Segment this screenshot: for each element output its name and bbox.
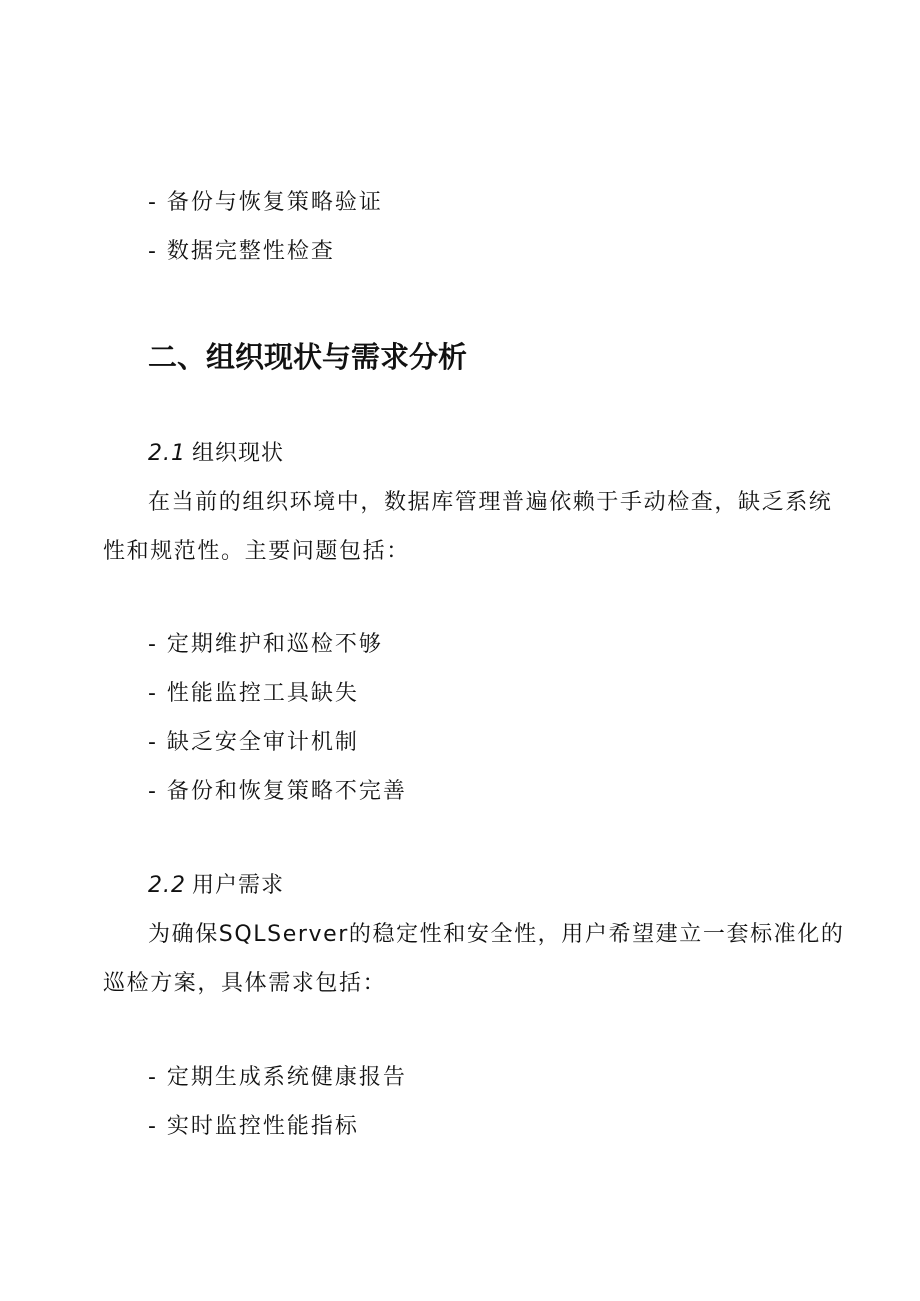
paragraph-line: 在当前的组织环境中，数据库管理普遍依赖于手动检查，缺乏系统 [148, 490, 833, 515]
list-item: - 实时监控性能指标 [148, 1114, 359, 1139]
list-item: - 缺乏安全审计机制 [148, 730, 359, 755]
paragraph-line: 性和规范性。主要问题包括： [103, 539, 410, 564]
list-item: - 备份和恢复策略不完善 [148, 779, 407, 804]
subsection-title: 组织现状 [192, 441, 285, 466]
subsection-title: 用户需求 [192, 873, 285, 898]
subsection-number: 2.2 [148, 873, 186, 898]
section-heading: 二、组织现状与需求分析 [148, 340, 468, 374]
subsection-heading-2-1 [148, 443, 284, 465]
subsection-heading-2-2 [148, 875, 284, 897]
paragraph-line: 为确保SQLServer的稳定性和安全性，用户希望建立一套标准化的 [148, 922, 845, 947]
paragraph-line: 巡检方案，具体需求包括： [103, 971, 387, 996]
list-item: - 性能监控工具缺失 [148, 681, 359, 706]
list-item: - 数据完整性检查 [148, 239, 335, 264]
list-item: - 定期生成系统健康报告 [148, 1065, 407, 1090]
list-item: - 定期维护和巡检不够 [148, 632, 383, 657]
subsection-number: 2.1 [148, 441, 186, 466]
list-item: - 备份与恢复策略验证 [148, 190, 383, 215]
